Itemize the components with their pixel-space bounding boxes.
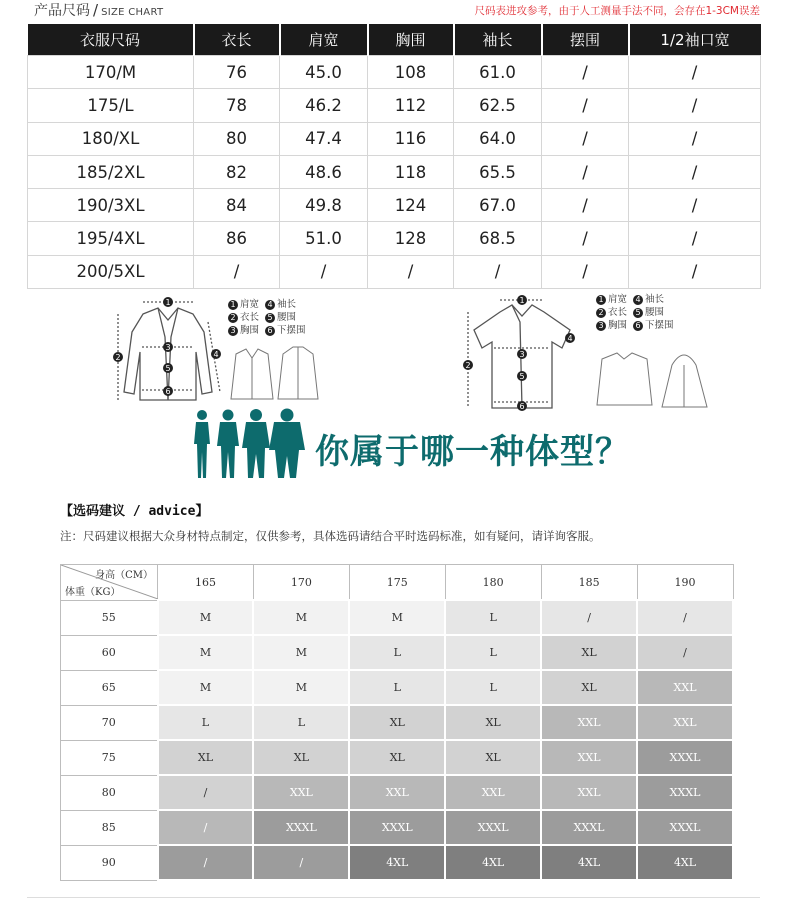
measurement-cell: 45.0 bbox=[280, 56, 368, 89]
table-row bbox=[61, 845, 734, 880]
weight-row-header: 75 bbox=[61, 740, 158, 775]
size-chart-header bbox=[0, 0, 790, 22]
size-label-cell: 175/L bbox=[28, 89, 194, 122]
measurement-cell: / bbox=[542, 255, 629, 288]
recommended-size-cell: L bbox=[253, 705, 349, 740]
table-row bbox=[28, 255, 761, 288]
recommended-size-cell: M bbox=[253, 600, 349, 635]
measurement-cell: / bbox=[542, 89, 629, 122]
measurement-cell: 128 bbox=[368, 222, 454, 255]
svg-text:1: 1 bbox=[519, 296, 525, 305]
measurement-cell: / bbox=[542, 56, 629, 89]
recommended-size-cell: L bbox=[445, 600, 541, 635]
recommended-size-cell: M bbox=[158, 670, 254, 705]
body-type-question: 你属于哪一种体型？ bbox=[315, 432, 630, 472]
legend-label: 袖长 bbox=[277, 299, 297, 310]
height-col-header: 180 bbox=[445, 565, 541, 601]
measurement-cell: 80 bbox=[194, 122, 280, 155]
advice-note: 注：尺码建议根据大众身材特点制定，仅供参考，具体选码请结合平时选码标准，如有疑问，请详询客服。 bbox=[60, 529, 601, 543]
recommended-size-cell: XXXL bbox=[445, 810, 541, 845]
recommended-size-cell: / bbox=[637, 635, 733, 670]
recommended-size-cell: XXXL bbox=[637, 740, 733, 775]
recommended-size-cell: M bbox=[158, 600, 254, 635]
table-row bbox=[61, 775, 734, 810]
size-label-cell: 190/3XL bbox=[28, 189, 194, 222]
measurement-cell: 112 bbox=[368, 89, 454, 122]
measurement-cell: / bbox=[542, 155, 629, 188]
weight-row-header: 90 bbox=[61, 845, 158, 880]
recommendation-body bbox=[61, 600, 734, 880]
measurement-cell: 64.0 bbox=[454, 122, 542, 155]
measurement-cell: / bbox=[629, 122, 761, 155]
jacket-legend bbox=[228, 298, 312, 337]
measurement-cell: / bbox=[368, 255, 454, 288]
table-row bbox=[28, 56, 761, 89]
table-row bbox=[28, 122, 761, 155]
recommended-size-cell: XXXL bbox=[541, 810, 637, 845]
measurement-cell: 67.0 bbox=[454, 189, 542, 222]
table-row bbox=[61, 670, 734, 705]
legend-label: 肩宽 bbox=[240, 299, 260, 310]
measurement-cell: / bbox=[629, 255, 761, 288]
legend-num: 4 bbox=[265, 300, 275, 310]
height-col-header: 175 bbox=[349, 565, 445, 601]
size-col-header: 摆围 bbox=[542, 24, 629, 56]
svg-text:4: 4 bbox=[567, 334, 573, 343]
legend-num: 2 bbox=[228, 313, 238, 323]
table-row bbox=[61, 810, 734, 845]
size-label-cell: 200/5XL bbox=[28, 255, 194, 288]
measurement-cell: / bbox=[629, 189, 761, 222]
recommended-size-cell: XXL bbox=[445, 775, 541, 810]
shirt-thumbnails bbox=[592, 345, 717, 415]
legend-label: 胸围 bbox=[608, 320, 628, 331]
recommended-size-cell: M bbox=[253, 670, 349, 705]
legend-label: 下摆围 bbox=[277, 325, 306, 336]
svg-text:5: 5 bbox=[165, 364, 171, 373]
measurement-cell: 76 bbox=[194, 56, 280, 89]
recommended-size-cell: XL bbox=[445, 740, 541, 775]
recommended-size-cell: / bbox=[158, 775, 254, 810]
jacket-illustration bbox=[108, 292, 228, 407]
measurement-note: 尺码表进攻参考，由于人工测量手法不同，会存在1-3CM误差 bbox=[474, 5, 760, 17]
recommendation-head bbox=[61, 565, 734, 601]
advice-title: 【选码建议 / advice】 bbox=[60, 504, 209, 519]
measurement-cell: 82 bbox=[194, 155, 280, 188]
size-table-body bbox=[28, 56, 761, 289]
table-row bbox=[28, 189, 761, 222]
size-col-header: 肩宽 bbox=[280, 24, 368, 56]
recommended-size-cell: 4XL bbox=[445, 845, 541, 880]
measurement-cell: 118 bbox=[368, 155, 454, 188]
legend-num: 6 bbox=[265, 326, 275, 336]
recommended-size-cell: XL bbox=[349, 740, 445, 775]
size-table-head bbox=[28, 24, 761, 56]
recommended-size-cell: M bbox=[349, 600, 445, 635]
recommended-size-cell: L bbox=[349, 670, 445, 705]
table-row bbox=[61, 635, 734, 670]
recommended-size-cell: XXL bbox=[541, 740, 637, 775]
recommended-size-cell: / bbox=[637, 600, 733, 635]
header-subtitle: SIZE CHART bbox=[101, 7, 164, 18]
recommended-size-cell: L bbox=[158, 705, 254, 740]
table-row bbox=[61, 600, 734, 635]
recommended-size-cell: XL bbox=[253, 740, 349, 775]
measurement-cell: 51.0 bbox=[280, 222, 368, 255]
measurement-cell: 124 bbox=[368, 189, 454, 222]
legend-label: 袖长 bbox=[645, 294, 665, 305]
legend-label: 腰围 bbox=[277, 312, 297, 323]
weight-row-header: 85 bbox=[61, 810, 158, 845]
recommended-size-cell: M bbox=[158, 635, 254, 670]
recommended-size-cell: / bbox=[158, 845, 254, 880]
size-label-cell: 195/4XL bbox=[28, 222, 194, 255]
measurement-cell: / bbox=[629, 56, 761, 89]
table-row bbox=[61, 705, 734, 740]
svg-text:4: 4 bbox=[213, 350, 219, 359]
measurement-cell: 61.0 bbox=[454, 56, 542, 89]
size-table bbox=[27, 24, 761, 289]
measurement-cell: / bbox=[454, 255, 542, 288]
recommended-size-cell: XL bbox=[541, 670, 637, 705]
weight-row-header: 80 bbox=[61, 775, 158, 810]
measurement-cell: 49.8 bbox=[280, 189, 368, 222]
legend-label: 衣长 bbox=[608, 307, 628, 318]
header-title: 产品尺码 bbox=[34, 3, 90, 19]
shirt-measurement-diagram bbox=[460, 290, 720, 415]
measurement-cell: 47.4 bbox=[280, 122, 368, 155]
size-recommendation-table bbox=[60, 564, 734, 881]
weight-row-header: 55 bbox=[61, 600, 158, 635]
measurement-cell: / bbox=[280, 255, 368, 288]
size-col-header: 衣长 bbox=[194, 24, 280, 56]
recommended-size-cell: XXXL bbox=[253, 810, 349, 845]
header-title-group bbox=[34, 0, 163, 20]
height-col-header: 190 bbox=[637, 565, 733, 601]
legend-label: 下摆围 bbox=[645, 320, 674, 331]
table-row bbox=[28, 89, 761, 122]
recommended-size-cell: XXL bbox=[541, 705, 637, 740]
measurement-cell: 84 bbox=[194, 189, 280, 222]
recommended-size-cell: XXL bbox=[637, 705, 733, 740]
weight-row-header: 65 bbox=[61, 670, 158, 705]
table-row bbox=[61, 740, 734, 775]
height-col-header: 165 bbox=[158, 565, 254, 601]
shirt-illustration bbox=[460, 290, 585, 415]
recommended-size-cell: 4XL bbox=[349, 845, 445, 880]
recommended-size-cell: L bbox=[349, 635, 445, 670]
weight-row-header: 70 bbox=[61, 705, 158, 740]
height-label: 身高（CM） bbox=[95, 570, 153, 581]
size-col-header: 胸围 bbox=[368, 24, 454, 56]
svg-text:6: 6 bbox=[165, 387, 171, 396]
body-type-figures-icon bbox=[190, 408, 305, 480]
svg-text:2: 2 bbox=[115, 353, 121, 362]
measurement-cell: / bbox=[194, 255, 280, 288]
weight-label: 体重（KG） bbox=[65, 586, 121, 598]
height-col-header: 185 bbox=[541, 565, 637, 601]
measurement-cell: / bbox=[629, 89, 761, 122]
size-label-cell: 180/XL bbox=[28, 122, 194, 155]
legend-label: 腰围 bbox=[645, 307, 665, 318]
recommended-size-cell: XL bbox=[541, 635, 637, 670]
measurement-cell: 65.5 bbox=[454, 155, 542, 188]
measurement-cell: 86 bbox=[194, 222, 280, 255]
measurement-cell: / bbox=[629, 222, 761, 255]
measurement-cell: / bbox=[629, 155, 761, 188]
measurement-cell: / bbox=[542, 222, 629, 255]
height-weight-corner bbox=[61, 565, 158, 601]
svg-text:1: 1 bbox=[165, 298, 171, 307]
recommended-size-cell: / bbox=[158, 810, 254, 845]
jacket-measurement-diagram bbox=[108, 292, 323, 407]
measurement-cell: 48.6 bbox=[280, 155, 368, 188]
measurement-cell: 108 bbox=[368, 56, 454, 89]
size-col-header: 袖长 bbox=[454, 24, 542, 56]
legend-num: 1 bbox=[228, 300, 238, 310]
legend-num: 5 bbox=[633, 308, 643, 318]
measurement-cell: 46.2 bbox=[280, 89, 368, 122]
table-row bbox=[28, 222, 761, 255]
recommended-size-cell: XXL bbox=[541, 775, 637, 810]
weight-row-header: 60 bbox=[61, 635, 158, 670]
recommended-size-cell: XXL bbox=[349, 775, 445, 810]
recommended-size-cell: L bbox=[445, 635, 541, 670]
measurement-cell: / bbox=[542, 189, 629, 222]
measurement-cell: 62.5 bbox=[454, 89, 542, 122]
size-col-header: 衣服尺码 bbox=[28, 24, 194, 56]
recommended-size-cell: XXXL bbox=[637, 810, 733, 845]
measurement-cell: 116 bbox=[368, 122, 454, 155]
table-row bbox=[28, 155, 761, 188]
recommended-size-cell: XXXL bbox=[637, 775, 733, 810]
svg-text:3: 3 bbox=[519, 350, 525, 359]
legend-num: 4 bbox=[633, 295, 643, 305]
recommended-size-cell: M bbox=[253, 635, 349, 670]
shirt-legend bbox=[596, 293, 680, 332]
height-col-header: 170 bbox=[253, 565, 349, 601]
measurement-cell: / bbox=[542, 122, 629, 155]
legend-num: 1 bbox=[596, 295, 606, 305]
legend-label: 肩宽 bbox=[608, 294, 628, 305]
recommended-size-cell: XL bbox=[158, 740, 254, 775]
svg-text:2: 2 bbox=[465, 361, 471, 370]
recommended-size-cell: XL bbox=[349, 705, 445, 740]
legend-num: 6 bbox=[633, 321, 643, 331]
bottom-divider bbox=[27, 897, 760, 898]
recommended-size-cell: XXXL bbox=[349, 810, 445, 845]
recommended-size-cell: / bbox=[541, 600, 637, 635]
svg-text:3: 3 bbox=[165, 343, 171, 352]
legend-label: 胸围 bbox=[240, 325, 260, 336]
recommended-size-cell: XXL bbox=[253, 775, 349, 810]
header-slash: / bbox=[93, 1, 99, 19]
legend-num: 2 bbox=[596, 308, 606, 318]
recommended-size-cell: L bbox=[445, 670, 541, 705]
recommended-size-cell: 4XL bbox=[541, 845, 637, 880]
legend-num: 5 bbox=[265, 313, 275, 323]
size-label-cell: 185/2XL bbox=[28, 155, 194, 188]
jacket-thumbnails bbox=[228, 344, 323, 404]
legend-num: 3 bbox=[228, 326, 238, 336]
recommended-size-cell: XXL bbox=[637, 670, 733, 705]
recommended-size-cell: XL bbox=[445, 705, 541, 740]
legend-label: 衣长 bbox=[240, 312, 260, 323]
measurement-cell: 68.5 bbox=[454, 222, 542, 255]
measurement-cell: 78 bbox=[194, 89, 280, 122]
svg-text:5: 5 bbox=[519, 372, 525, 381]
svg-text:6: 6 bbox=[519, 402, 525, 411]
legend-num: 3 bbox=[596, 321, 606, 331]
size-label-cell: 170/M bbox=[28, 56, 194, 89]
size-col-header: 1/2袖口宽 bbox=[629, 24, 761, 56]
recommended-size-cell: 4XL bbox=[637, 845, 733, 880]
recommended-size-cell: / bbox=[253, 845, 349, 880]
